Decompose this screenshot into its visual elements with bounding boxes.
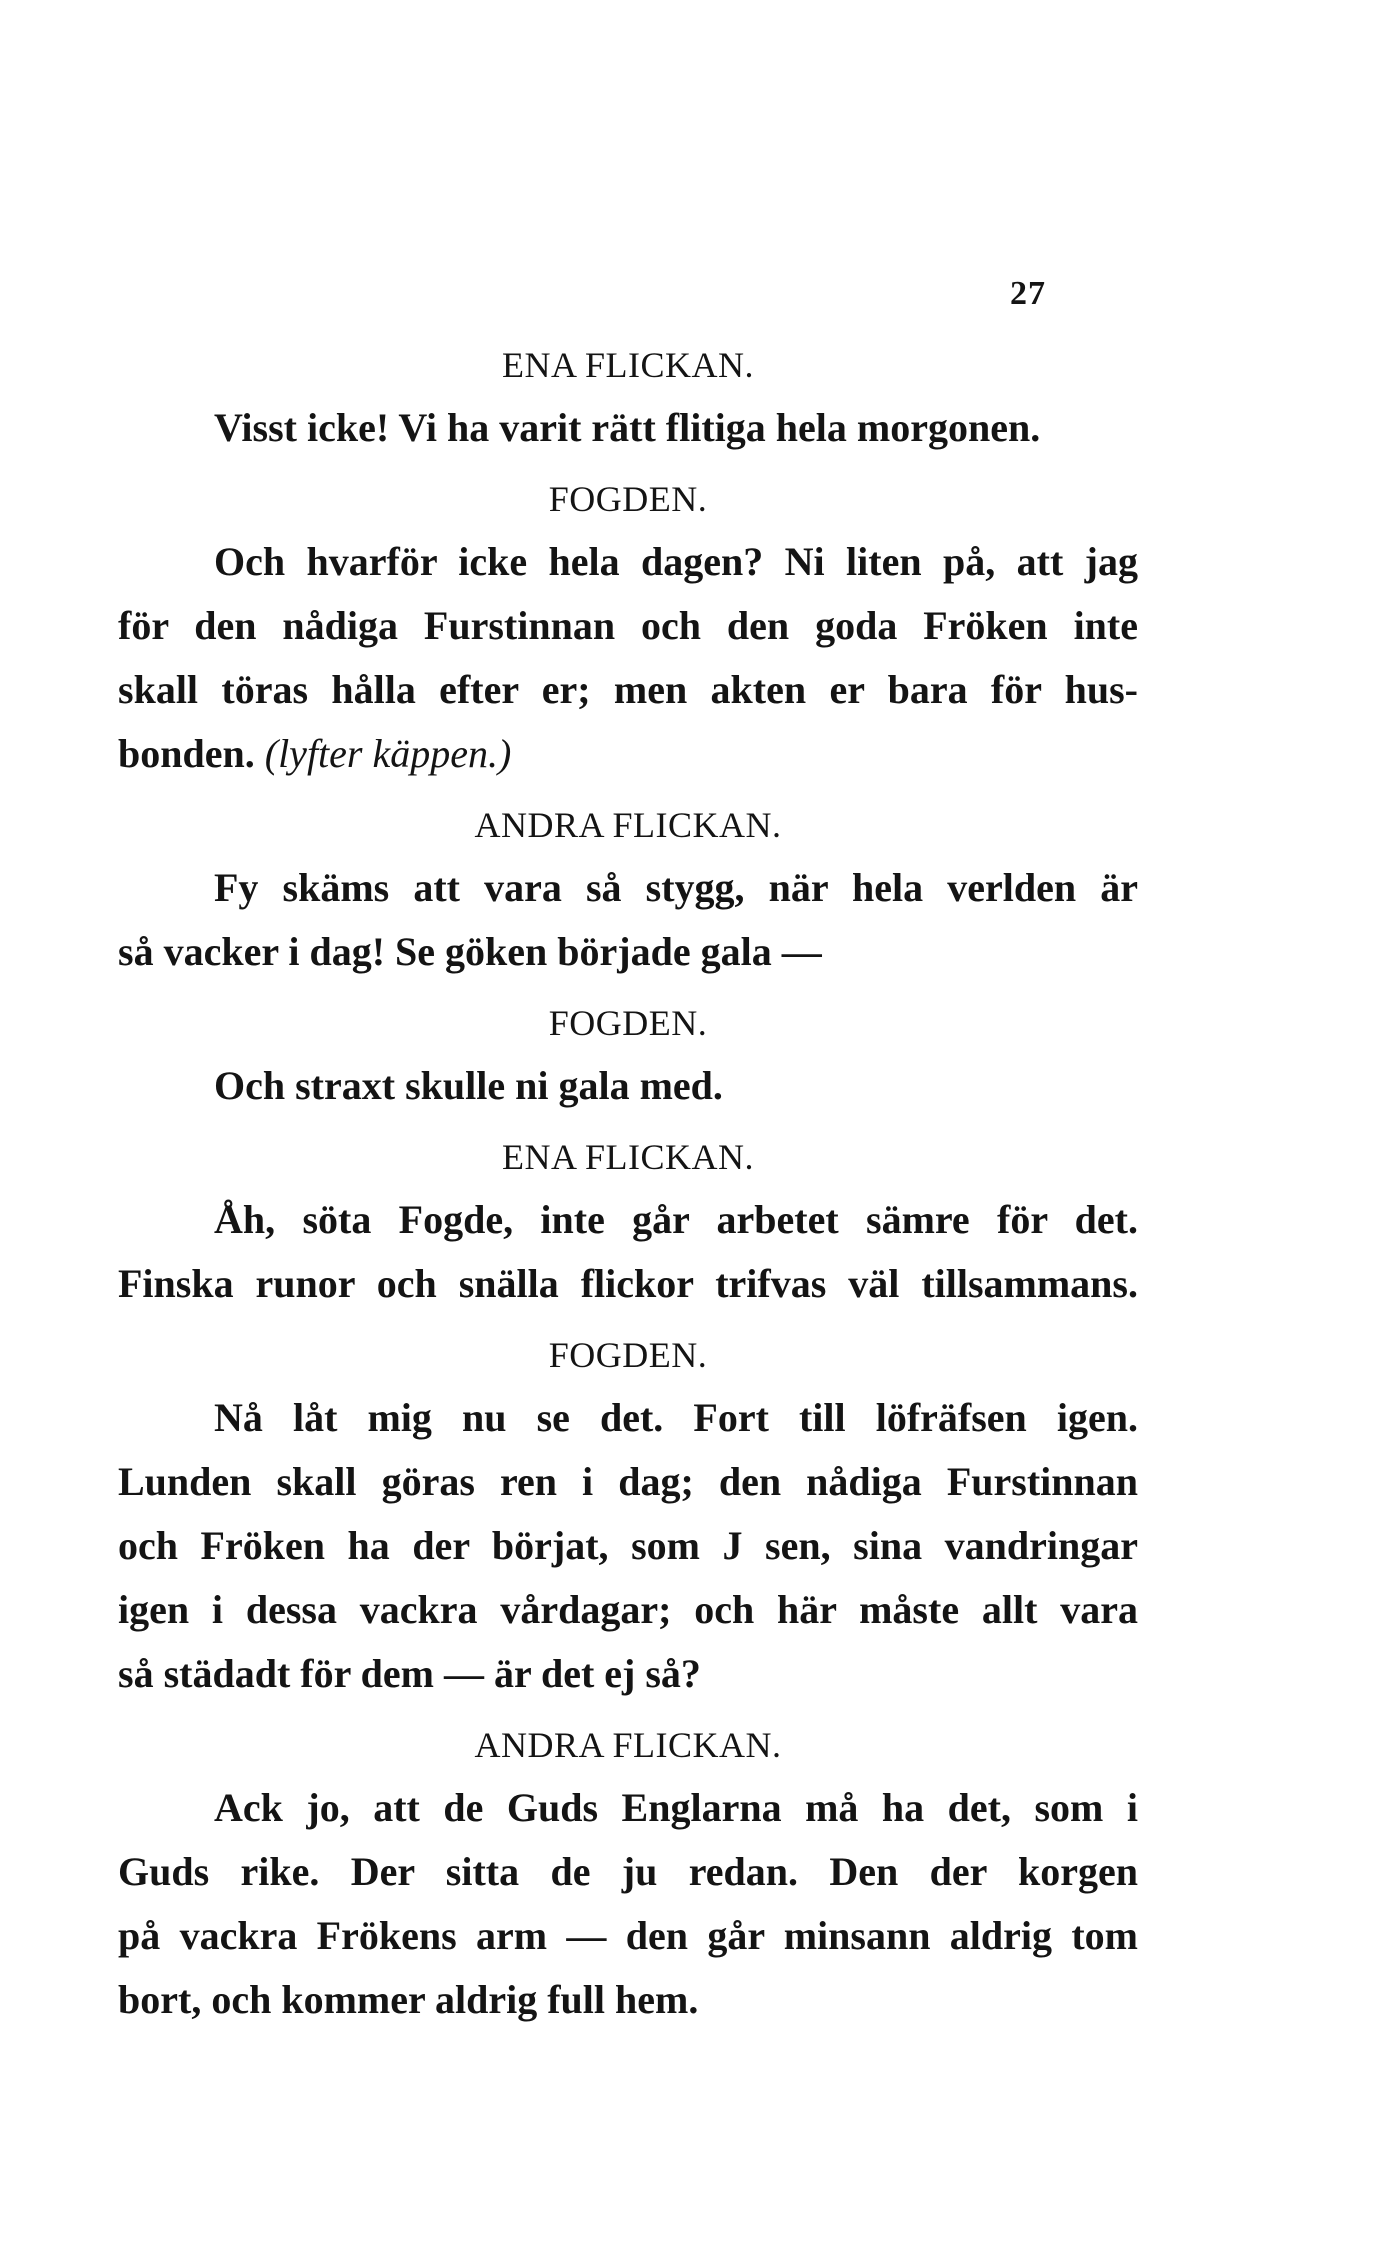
dialogue-line: för den nådiga Furstinnan och den goda Fröken inte — [118, 603, 1138, 648]
dialogue-line: Visst icke! Vi ha varit rätt flitiga hela morgonen. — [214, 405, 1041, 450]
speaker-heading: ANDRA FLICKAN. — [474, 1725, 782, 1765]
dialogue-line: Guds rike. Der sitta de ju redan. Den der korgen — [118, 1849, 1138, 1894]
speaker-heading: ANDRA FLICKAN. — [474, 805, 782, 845]
dialogue-line: Finska runor och snälla flickor trifvas väl tillsammans. — [118, 1261, 1138, 1306]
dialogue-text: bonden. — [118, 731, 255, 776]
speaker-heading: FOGDEN. — [548, 1335, 708, 1375]
dialogue-line: Och hvarför icke hela dagen? Ni liten på, att jag — [214, 539, 1138, 584]
stage-direction: (lyfter käppen.) — [264, 731, 512, 776]
dialogue-line: så städadt för dem — är det ej så? — [118, 1651, 701, 1696]
dialogue-line: Fy skäms att vara så stygg, när hela verlden är — [214, 865, 1138, 910]
dialogue-line: så vacker i dag! Se göken började gala — — [118, 929, 822, 974]
dialogue-text — [118, 340, 1138, 2032]
dialogue-line: Nå låt mig nu se det. Fort till löfräfsen igen. — [214, 1395, 1138, 1440]
dialogue-line: Åh, söta Fogde, inte går arbetet sämre för det. — [214, 1197, 1138, 1242]
dialogue-line: igen i dessa vackra vårdagar; och här måste allt vara — [118, 1587, 1138, 1632]
dialogue-line: skall töras hålla efter er; men akten er bara för hus- — [118, 667, 1138, 712]
page-number: 27 — [1010, 275, 1046, 312]
dialogue-line: Ack jo, att de Guds Englarna må ha det, som i — [214, 1785, 1138, 1830]
dialogue-line: Lunden skall göras ren i dag; den nådiga Furstinnan — [118, 1459, 1138, 1504]
dialogue-line: och Fröken ha der börjat, som J sen, sina vandringar — [118, 1523, 1138, 1568]
speaker-heading: ENA FLICKAN. — [501, 345, 754, 385]
speaker-heading: FOGDEN. — [548, 1003, 708, 1043]
dialogue-line: Och straxt skulle ni gala med. — [214, 1063, 723, 1108]
dialogue-line-with-stage-direction — [118, 722, 1138, 786]
dialogue-line: på vackra Frökens arm — den går minsann aldrig tom — [118, 1913, 1138, 1958]
speaker-heading: ENA FLICKAN. — [501, 1137, 754, 1177]
speaker-heading: FOGDEN. — [548, 479, 708, 519]
dialogue-line: bort, och kommer aldrig full hem. — [118, 1977, 699, 2022]
